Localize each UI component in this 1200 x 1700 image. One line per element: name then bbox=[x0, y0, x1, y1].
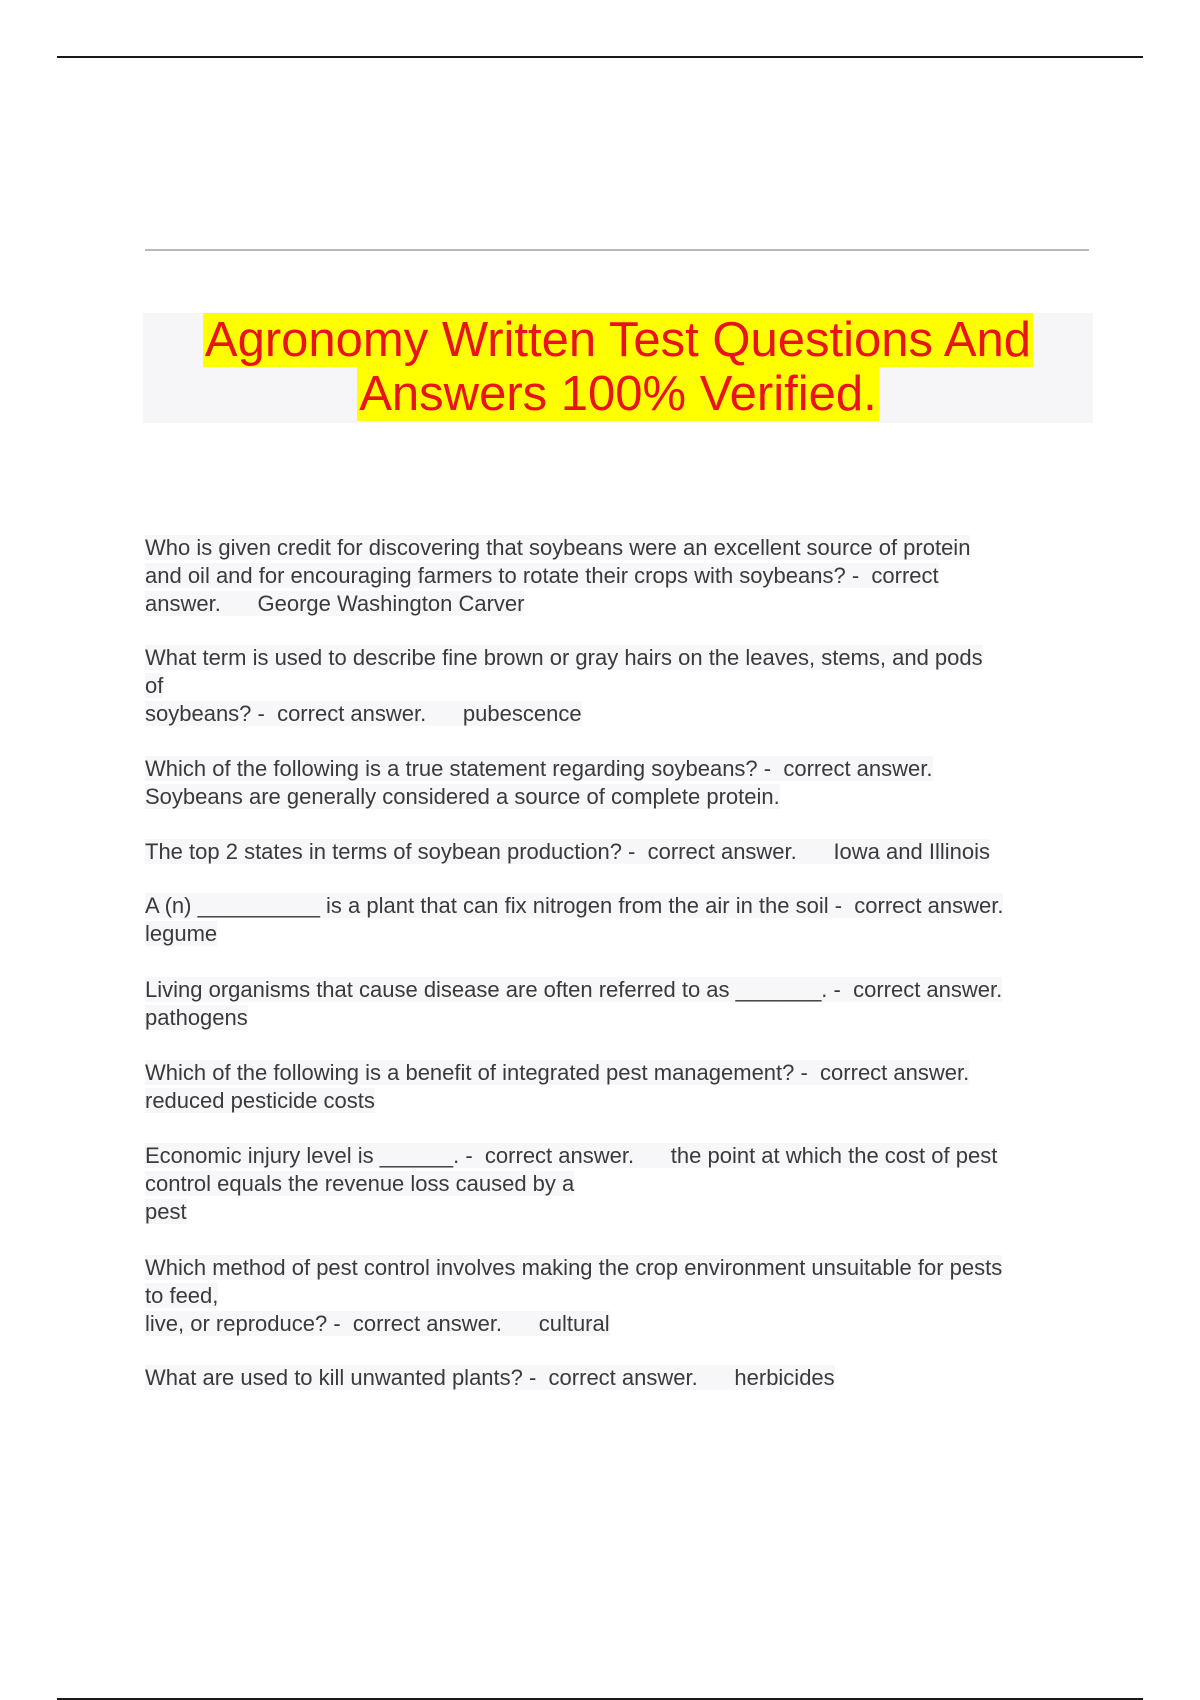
title-line-2: Answers 100% Verified. bbox=[359, 367, 877, 421]
qa-item bbox=[145, 644, 983, 728]
qa-line: soybeans? - correct answer. pubescence bbox=[145, 701, 582, 726]
qa-item bbox=[145, 838, 990, 866]
qa-item bbox=[145, 1364, 835, 1392]
qa-line: Which of the following is a benefit of integrated pest management? - correct answer. bbox=[145, 1060, 970, 1085]
qa-item bbox=[145, 1059, 969, 1115]
qa-line: A (n) __________ is a plant that can fix nitrogen from the air in the soil - correct answer. bbox=[145, 893, 1004, 918]
title-block bbox=[143, 313, 1093, 423]
qa-line: The top 2 states in terms of soybean production? - correct answer. Iowa and Illinois bbox=[145, 839, 990, 864]
qa-line: legume bbox=[145, 921, 218, 946]
qa-line: Who is given credit for discovering that soybeans were an excellent source of protein bbox=[145, 535, 971, 560]
qa-item bbox=[145, 534, 970, 618]
qa-line: Which method of pest control involves making the crop environment unsuitable for pests bbox=[145, 1255, 1003, 1280]
title-line-1: Agronomy Written Test Questions And bbox=[204, 313, 1032, 367]
qa-line: answer. George Washington Carver bbox=[145, 591, 525, 616]
qa-line: Which of the following is a true statement regarding soybeans? - correct answer. bbox=[145, 756, 933, 781]
document-title bbox=[143, 313, 1093, 421]
qa-line: pathogens bbox=[145, 1005, 248, 1030]
qa-line: to feed, bbox=[145, 1283, 219, 1308]
qa-line: pest bbox=[145, 1199, 187, 1224]
qa-item bbox=[145, 976, 1002, 1032]
qa-line: live, or reproduce? - correct answer. cultural bbox=[145, 1311, 610, 1336]
qa-line: control equals the revenue loss caused by a bbox=[145, 1171, 575, 1196]
qa-line: Soybeans are generally considered a source of complete protein. bbox=[145, 784, 780, 809]
qa-item bbox=[145, 1254, 1002, 1338]
qa-line: What term is used to describe fine brown or gray hairs on the leaves, stems, and pods bbox=[145, 645, 983, 670]
header-divider bbox=[145, 249, 1089, 251]
qa-line: and oil and for encouraging farmers to rotate their crops with soybeans? - correct bbox=[145, 563, 939, 588]
top-rule bbox=[57, 56, 1143, 58]
qa-line: Living organisms that cause disease are often referred to as _______. - correct answer. bbox=[145, 977, 1003, 1002]
qa-item bbox=[145, 755, 933, 811]
qa-line: What are used to kill unwanted plants? - correct answer. herbicides bbox=[145, 1365, 835, 1390]
qa-line: Economic injury level is ______. - correct answer. the point at which the cost of pest bbox=[145, 1143, 998, 1168]
qa-line: reduced pesticide costs bbox=[145, 1088, 375, 1113]
qa-line: of bbox=[145, 673, 164, 698]
qa-item bbox=[145, 892, 1003, 948]
qa-item bbox=[145, 1142, 997, 1226]
